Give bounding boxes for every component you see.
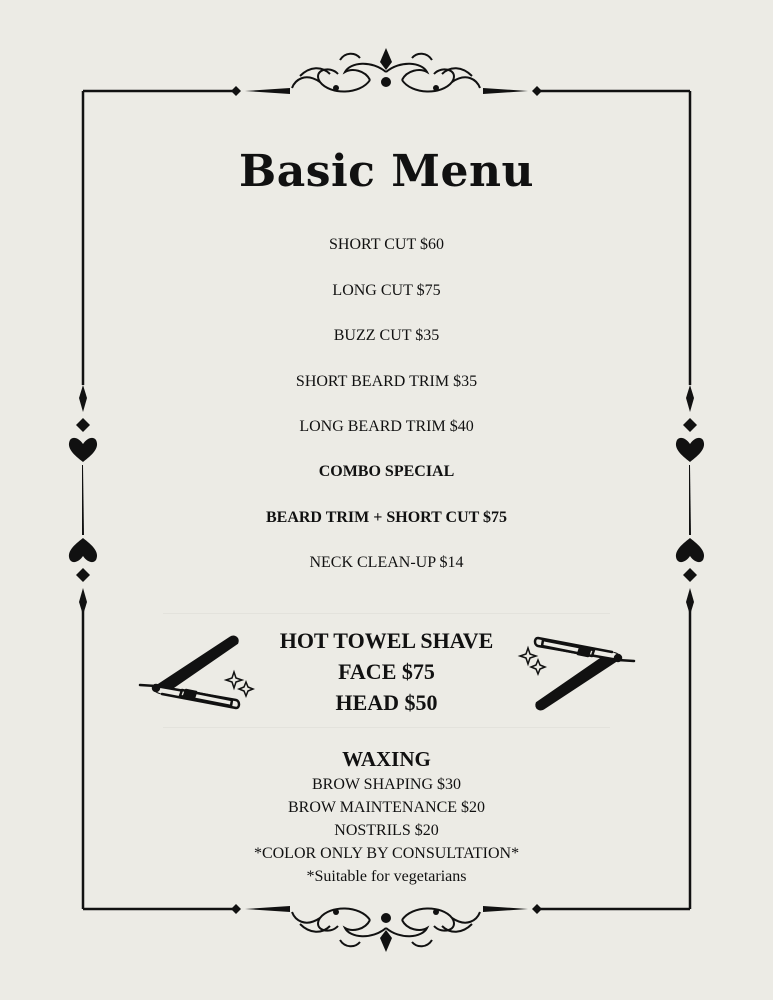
color-consultation-note: *COLOR ONLY BY CONSULTATION* <box>253 845 520 862</box>
divider <box>163 727 610 728</box>
divider <box>163 613 610 614</box>
hot-towel-head: HEAD $50 <box>335 690 438 715</box>
waxing-nostrils: NOSTRILS $20 <box>334 822 439 839</box>
hot-towel-title: HOT TOWEL SHAVE <box>279 628 494 653</box>
hot-towel-section <box>0 625 773 718</box>
menu-item-combo-special: COMBO SPECIAL <box>318 463 455 480</box>
menu-item-short-cut: SHORT CUT $60 <box>329 236 444 253</box>
waxing-heading: WAXING <box>342 747 431 771</box>
ornament-bottom-icon <box>292 908 480 952</box>
menu-item-short-beard-trim: SHORT BEARD TRIM $35 <box>295 373 478 390</box>
menu-item-combo-detail: BEARD TRIM + SHORT CUT $75 <box>265 509 508 526</box>
vegetarian-note: *Suitable for vegetarians <box>306 868 467 885</box>
menu-item-long-cut: LONG CUT $75 <box>332 282 441 299</box>
hot-towel-face: FACE $75 <box>338 659 435 684</box>
waxing-brow-maintenance: BROW MAINTENANCE $20 <box>287 799 486 816</box>
page-title: Basic Menu <box>239 146 534 197</box>
menu-item-long-beard-trim: LONG BEARD TRIM $40 <box>299 418 474 435</box>
waxing-brow-shaping: BROW SHAPING $30 <box>311 776 462 793</box>
menu-item-buzz-cut: BUZZ CUT $35 <box>333 327 440 344</box>
menu-item-neck-cleanup: NECK CLEAN-UP $14 <box>309 554 464 571</box>
ornament-top-icon <box>292 48 480 92</box>
